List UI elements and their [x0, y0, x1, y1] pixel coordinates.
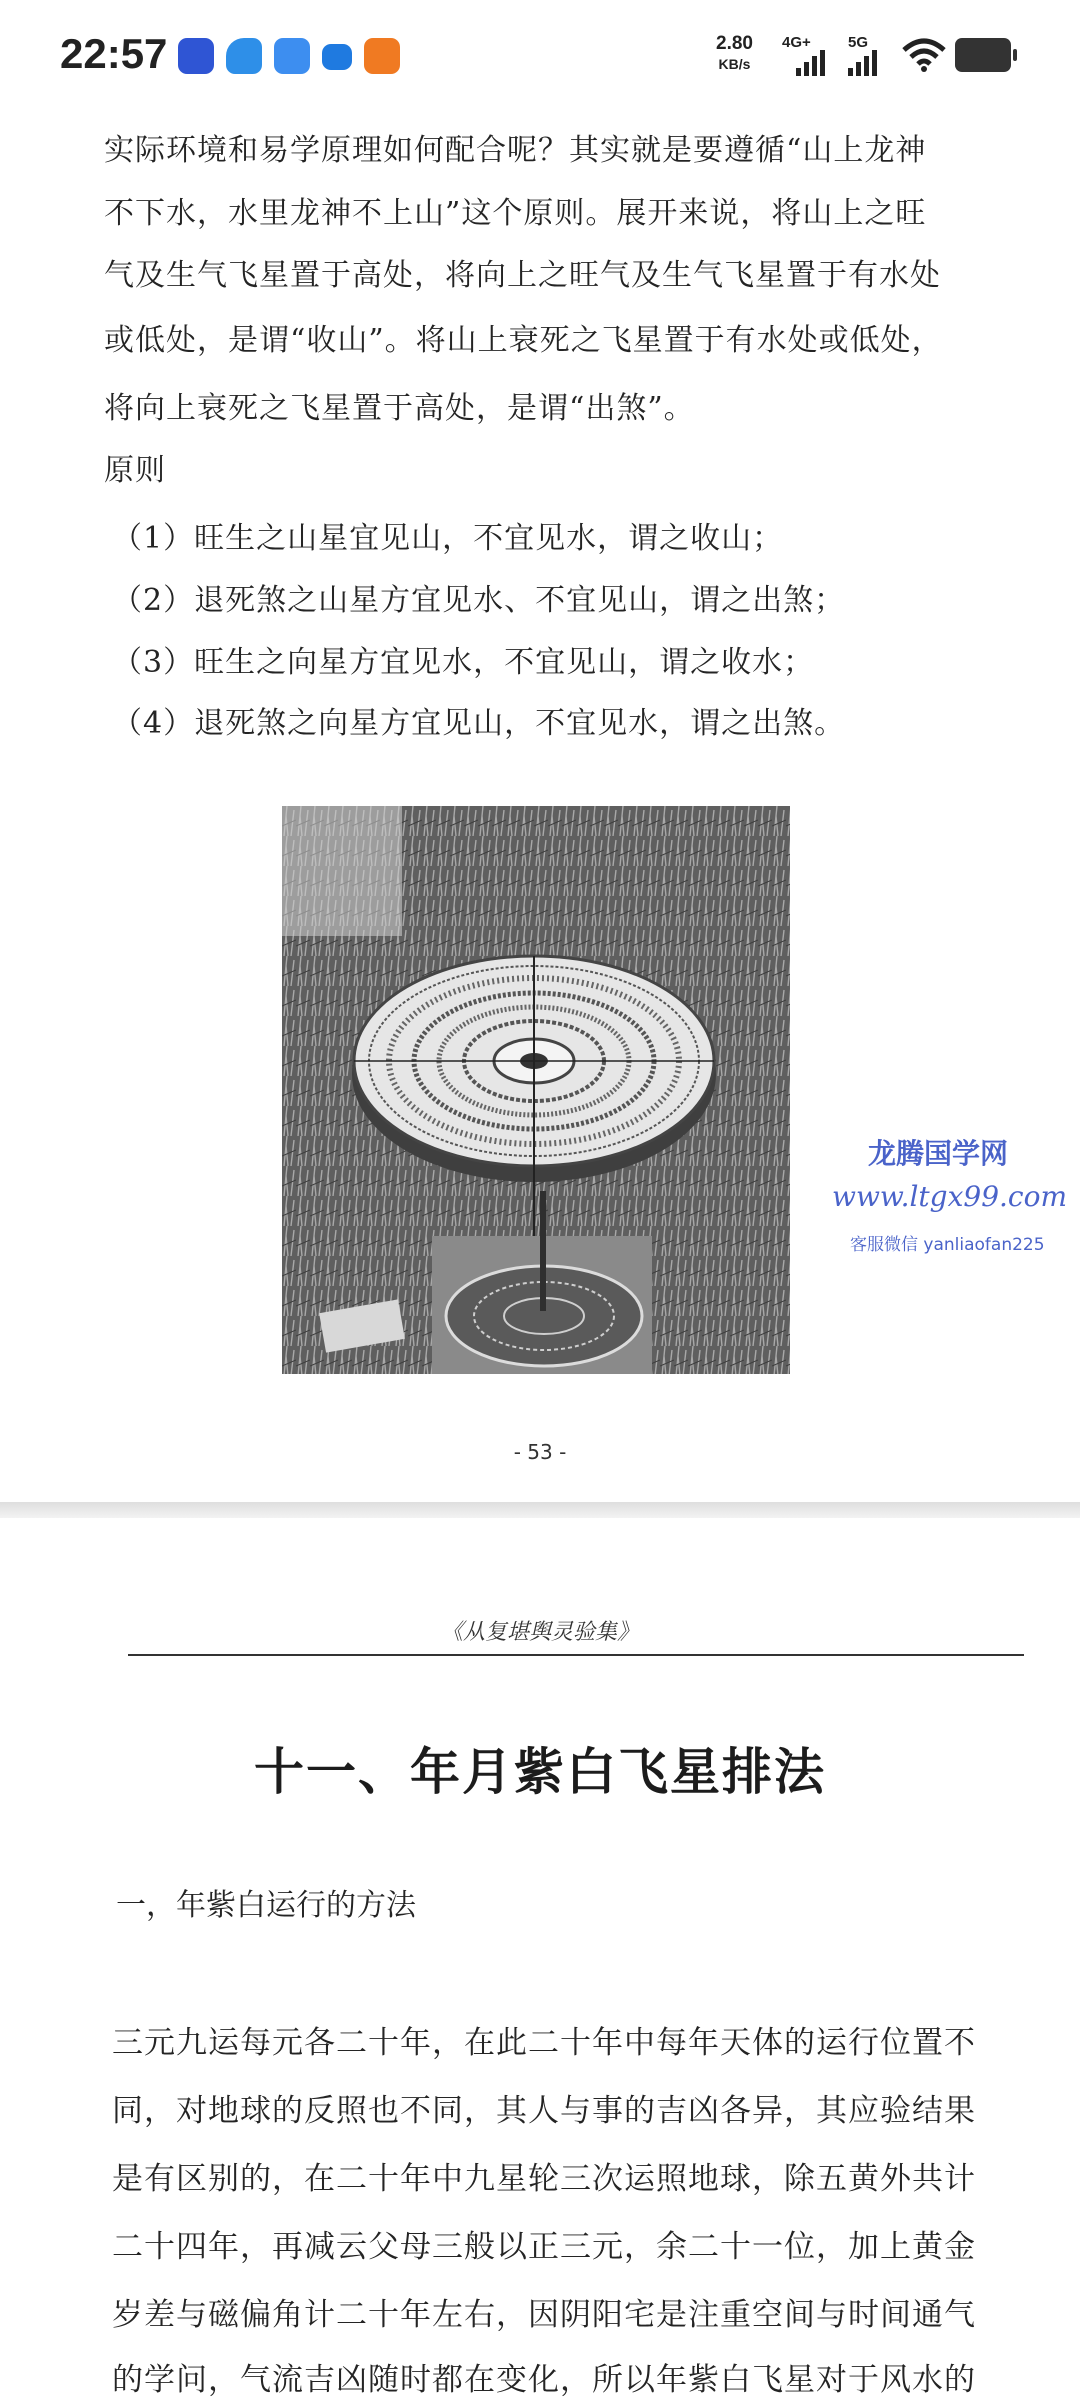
luopan-compass-photo — [282, 806, 790, 1374]
security-app-icon — [178, 38, 214, 74]
browser-app-icon — [274, 38, 310, 74]
body-line: 或低处，是谓“收山”。将山上衰死之飞星置于有水处或低处， — [104, 323, 943, 358]
network-speed-value: 2.80 — [716, 33, 753, 54]
principle-item: （4）退死煞之向星方宜见山，不宜见水，谓之出煞。 — [112, 706, 846, 741]
body-line: 气及生气飞星置于高处，将向上之旺气及生气飞星置于有水处 — [104, 258, 941, 293]
network-type-5g: 5G — [848, 34, 869, 51]
running-header: 《从复堪舆灵验集》 — [440, 1620, 639, 1645]
battery-icon — [955, 38, 1011, 72]
messenger-app-icon — [322, 44, 352, 70]
body-line: 同，对地球的反照也不同，其人与事的吉凶各异，其应验结果 — [112, 2093, 976, 2129]
body-line: 将向上衰死之飞星置于高处，是谓“出煞”。 — [104, 391, 695, 426]
cloud-app-icon — [226, 38, 262, 74]
body-line: 不下水，水里龙神不上山”这个原则。展开来说，将山上之旺 — [104, 196, 927, 231]
wifi-icon — [902, 38, 946, 72]
body-line: 三元九运每元各二十年，在此二十年中每年天体的运行位置不 — [112, 2025, 976, 2061]
network-speed — [716, 34, 753, 74]
body-line: 的学问，气流吉凶随时都在变化，所以年紫白飞星对于风水的 — [112, 2362, 976, 2398]
principle-item: （2）退死煞之山星方宜见水、不宜见山，谓之出煞； — [112, 583, 846, 618]
network-type-4g: 4G+ — [782, 34, 811, 51]
principle-item: （1）旺生之山星宜见山，不宜见水，谓之收山； — [112, 521, 784, 556]
watermark-url: www.ltgx99.com — [832, 1180, 1068, 1213]
phone-app-icon — [364, 38, 400, 74]
watermark-contact: 客服微信 yanliaofan225 — [850, 1235, 1045, 1255]
body-line: 实际环境和易学原理如何配合呢？其实就是要遵循“山上龙神 — [104, 133, 927, 168]
luopan-compass-illustration — [282, 806, 790, 1374]
status-bar — [0, 0, 1080, 112]
page-number: - 53 - — [513, 1440, 567, 1464]
clock: 22:57 — [60, 30, 168, 77]
signal-4g-icon — [796, 50, 832, 76]
principle-item: （3）旺生之向星方宜见水，不宜见山，谓之收水； — [112, 645, 815, 680]
page-divider — [0, 1502, 1080, 1518]
body-line: 是有区别的，在二十年中九星轮三次运照地球，除五黄外共计 — [112, 2161, 976, 2197]
document-page-next — [0, 1518, 1080, 2400]
watermark-title: 龙腾国学网 — [868, 1137, 1009, 1170]
header-rule — [128, 1654, 1024, 1656]
chapter-title: 十一、年月紫白飞星排法 — [254, 1742, 826, 1801]
body-line: 二十四年，再减云父母三般以正三元，余二十一位，加上黄金 — [112, 2229, 976, 2265]
section-heading: 一，年紫白运行的方法 — [116, 1888, 416, 1923]
network-speed-unit: KB/s — [718, 56, 751, 72]
body-line: 岁差与磁偏角计二十年左右，因阴阳宅是注重空间与时间通气 — [112, 2297, 976, 2333]
signal-5g-icon — [848, 50, 884, 76]
principle-heading: 原则 — [104, 453, 166, 488]
